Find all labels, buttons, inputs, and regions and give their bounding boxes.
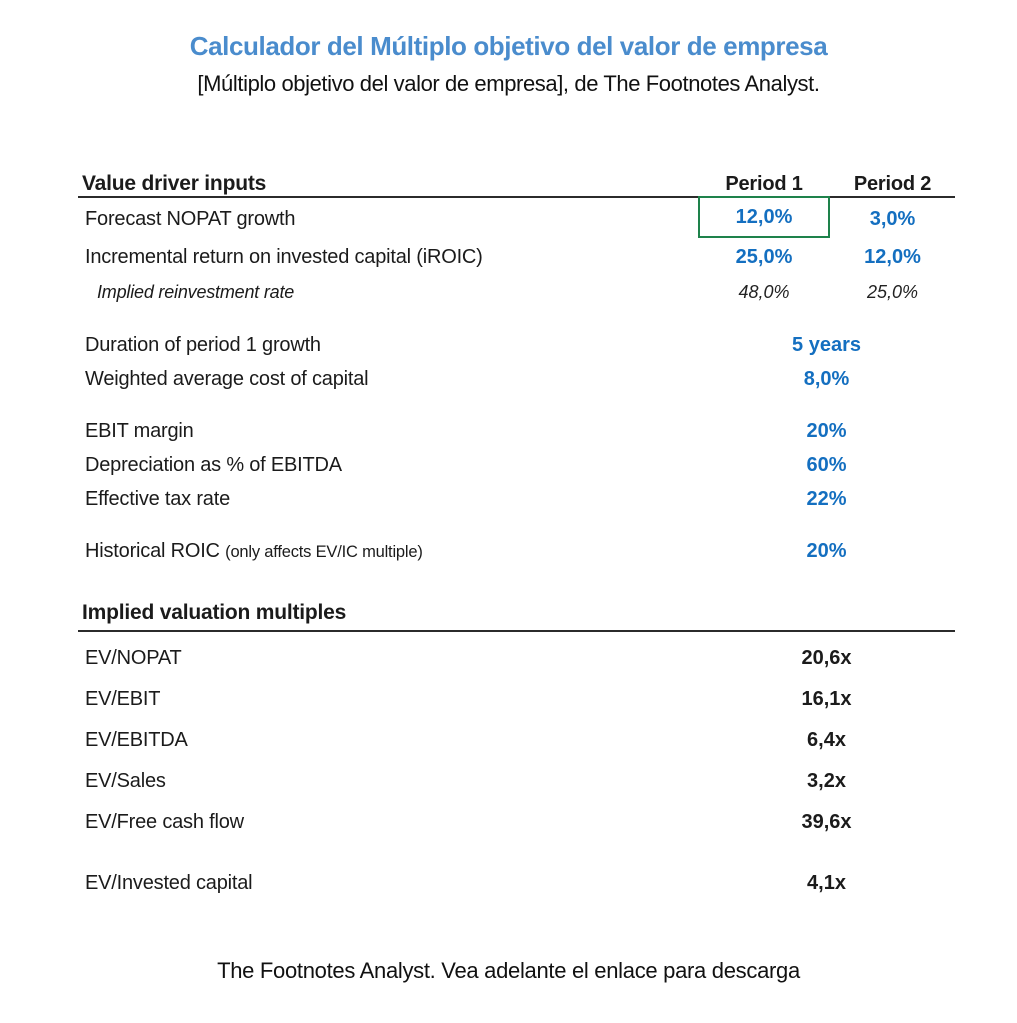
selected-cell-highlight[interactable] xyxy=(698,196,830,238)
ev-ebit-value: 16,1x xyxy=(801,688,852,710)
ev-nopat-value: 20,6x xyxy=(801,647,852,669)
incremental-roic-period1-input[interactable]: 25,0% xyxy=(735,245,793,268)
row-ev-sales xyxy=(78,761,955,802)
depreciation-pct-ebitda-label: Depreciation as % of EBITDA xyxy=(85,453,342,476)
implied-reinvestment-rate-period2-value: 25,0% xyxy=(866,281,919,302)
row-depreciation-pct-ebitda xyxy=(78,448,955,482)
row-ev-free-cash-flow xyxy=(78,802,955,843)
ev-invested-capital-value: 4,1x xyxy=(807,872,846,894)
row-ebit-margin xyxy=(78,414,955,448)
incremental-roic-period2-input[interactable]: 12,0% xyxy=(864,245,921,268)
row-ev-ebitda xyxy=(78,720,955,761)
row-incremental-roic xyxy=(78,240,955,274)
implied-valuation-multiples-header xyxy=(78,592,955,632)
row-effective-tax-rate xyxy=(78,482,955,516)
ebit-margin-label: EBIT margin xyxy=(85,419,194,442)
duration-period1-growth-label: Duration of period 1 growth xyxy=(85,333,321,356)
ev-nopat-label: EV/NOPAT xyxy=(85,647,182,669)
ebit-margin-input[interactable]: 20% xyxy=(806,419,847,442)
incremental-roic-label: Incremental return on invested capital (iROIC) xyxy=(85,245,483,268)
value-driver-inputs-header xyxy=(78,172,955,198)
row-ev-invested-capital xyxy=(78,863,955,904)
ev-ebit-label: EV/EBIT xyxy=(85,688,161,710)
historical-roic-label: Historical ROIC (only affects EV/IC multiple) xyxy=(85,539,423,562)
calculator-sheet xyxy=(78,172,955,904)
ev-sales-label: EV/Sales xyxy=(85,770,166,792)
spacer xyxy=(78,516,955,534)
forecast-nopat-growth-period2-input[interactable]: 3,0% xyxy=(869,207,916,230)
spacer xyxy=(78,310,955,328)
implied-reinvestment-rate-period1-value: 48,0% xyxy=(738,281,790,302)
wacc-input[interactable]: 8,0% xyxy=(803,367,850,390)
implied-valuation-multiples-heading: Implied valuation multiples xyxy=(82,601,347,624)
page-footer: The Footnotes Analyst. Vea adelante el enlace para descarga xyxy=(217,958,800,983)
spacer xyxy=(78,396,955,414)
depreciation-pct-ebitda-input[interactable]: 60% xyxy=(806,453,847,476)
row-ev-nopat xyxy=(78,638,955,679)
row-historical-roic xyxy=(78,534,955,568)
row-forecast-nopat-growth xyxy=(78,198,955,240)
value-driver-inputs-heading: Value driver inputs xyxy=(82,172,267,195)
implied-reinvestment-rate-label: Implied reinvestment rate xyxy=(97,281,295,302)
ev-sales-value: 3,2x xyxy=(807,770,846,792)
wacc-label: Weighted average cost of capital xyxy=(85,367,369,390)
row-ev-ebit xyxy=(78,679,955,720)
row-implied-reinvestment-rate xyxy=(78,274,955,310)
historical-roic-note: (only affects EV/IC multiple) xyxy=(225,542,423,561)
row-wacc xyxy=(78,362,955,396)
column-header-period-2: Period 2 xyxy=(853,172,932,195)
ev-free-cash-flow-label: EV/Free cash flow xyxy=(85,811,244,833)
ev-invested-capital-label: EV/Invested capital xyxy=(85,872,253,894)
duration-period1-growth-input[interactable]: 5 years xyxy=(792,333,861,356)
row-duration-period1-growth xyxy=(78,328,955,362)
historical-roic-input[interactable]: 20% xyxy=(806,539,847,562)
ev-free-cash-flow-value: 39,6x xyxy=(801,811,852,833)
forecast-nopat-growth-label: Forecast NOPAT growth xyxy=(85,207,296,230)
page-title: Calculador del Múltiplo objetivo del valor de empresa xyxy=(189,31,828,61)
column-header-period-1: Period 1 xyxy=(725,172,803,195)
effective-tax-rate-input[interactable]: 22% xyxy=(806,487,847,510)
ev-ebitda-value: 6,4x xyxy=(807,729,846,751)
forecast-nopat-growth-period1-input[interactable]: 12,0% xyxy=(735,205,793,228)
page-subtitle: [Múltiplo objetivo del valor de empresa], de The Footnotes Analyst. xyxy=(197,71,820,96)
effective-tax-rate-label: Effective tax rate xyxy=(85,487,230,510)
ev-ebitda-label: EV/EBITDA xyxy=(85,729,188,751)
